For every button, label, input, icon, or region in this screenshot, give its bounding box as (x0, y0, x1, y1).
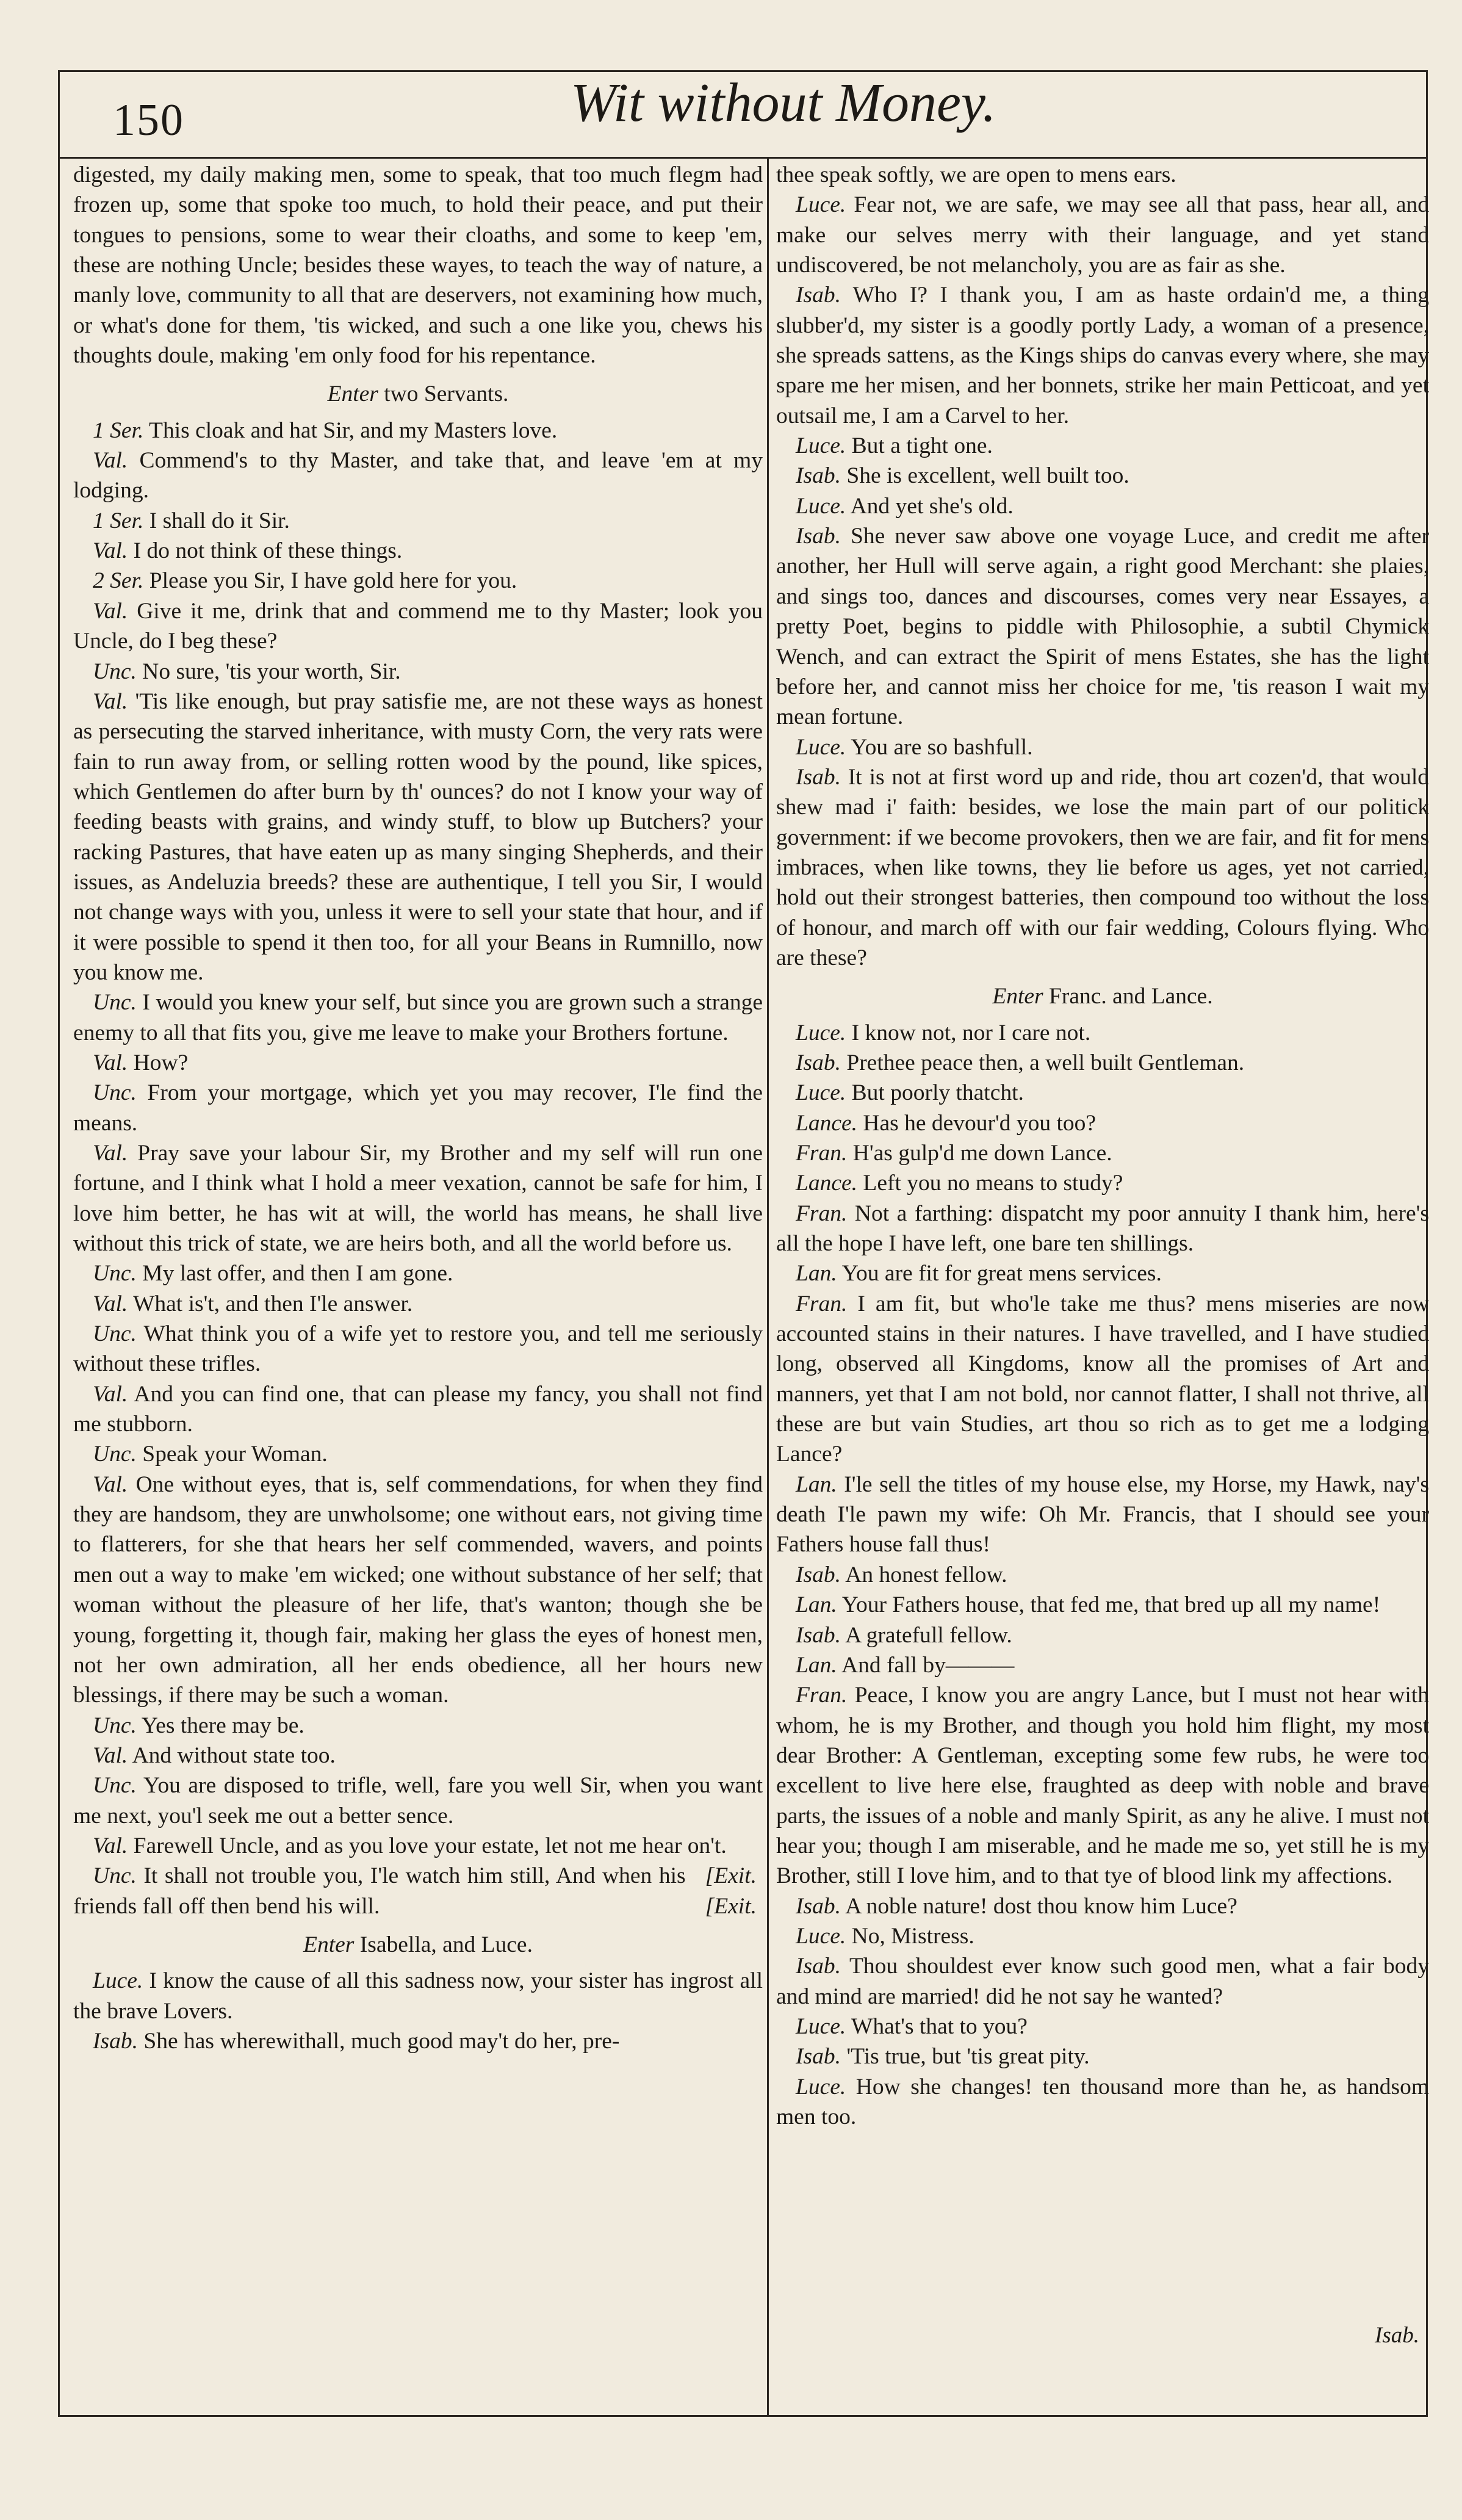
speech-text: You are disposed to trifle, well, fare you well Sir, when you want me next, you'l seek me out a better sence. (73, 1773, 763, 1829)
speech (73, 657, 763, 687)
speaker-name: Unc. (93, 1713, 137, 1738)
stage-direction-names: two (384, 381, 419, 407)
speech (776, 1138, 1429, 1168)
speaker-name: 2 Ser. (93, 568, 144, 594)
speech-text: A noble nature! dost thou know him Luce? (840, 1893, 1237, 1919)
speech-text: What is't, and then I'le answer. (128, 1291, 413, 1316)
speech-text: Speak your Woman. (136, 1442, 328, 1467)
speech (776, 732, 1429, 762)
stage-direction (73, 379, 763, 409)
speaker-name: Val. (93, 1141, 128, 1166)
speaker-name: Lan. (796, 1652, 837, 1678)
speaker-name: Luce. (796, 192, 846, 218)
speaker-name: Lan. (796, 1471, 837, 1497)
speech (776, 1620, 1429, 1650)
speech-text: Not a farthing: dispatcht my poor annuity I thank him, here's all the hope I have left, one bare ten shillings. (776, 1200, 1429, 1257)
speech (776, 1078, 1429, 1108)
speech-text: How? (128, 1050, 189, 1075)
speech (73, 596, 763, 657)
speaker-name: Isab. (796, 1954, 841, 1979)
speaker-name: Val. (93, 1742, 128, 1768)
speech-text: Pray save your labour Sir, my Brother and my self will run one fortune, and I think what I hold a meer vexation, cannot be safe for him, I love him better, he has wit at will, the world has means, he shall live without this trick of state, we are heirs both, and all the world before us. (73, 1141, 763, 1257)
speech-text: Your Fathers house, that fed me, that bred up all my name! (837, 1592, 1381, 1618)
speech-text: Give it me, drink that and commend me to thy Master; look you Uncle, do I beg these? (73, 598, 763, 654)
speaker-name: Lan. (796, 1261, 837, 1287)
speech-text: I am fit, but who'le take me thus? mens miseries are now accounted stains in their natures. I have travelled, and I have studied long, observed all Kingdoms, know all the promises of Art and manners, yet that I am not bold, nor cannot flatter, I shall not thrive, all these are but vain Studies, art thou so rich as to get me a lodging Lance? (776, 1291, 1429, 1467)
speaker-name: Isab. (796, 1050, 841, 1075)
speech (73, 1439, 763, 1469)
speaker-name: Isab. (796, 283, 841, 308)
speech-text: Thou shouldest ever know such good men, what a fair body and mind are married! did he not say he wanted? (776, 1954, 1429, 2009)
speech (73, 566, 763, 596)
speech (73, 1771, 763, 1831)
speech (776, 1289, 1429, 1470)
speech (73, 536, 763, 566)
speech (776, 1470, 1429, 1560)
speaker-name: Val. (93, 1471, 128, 1497)
speech-text: This cloak and hat Sir, and my Masters love. (143, 417, 558, 443)
speech-text: Has he devour'd you too? (857, 1110, 1096, 1136)
speaker-name: Val. (93, 1381, 128, 1407)
speaker-name: Isab. (796, 1622, 841, 1648)
speech (73, 1258, 763, 1288)
exit-direction: [Exit. (705, 1863, 757, 1889)
speech (73, 1048, 763, 1078)
speech (776, 521, 1429, 732)
speaker-name: Luce. (796, 1923, 846, 1949)
speech (73, 1289, 763, 1319)
speaker-name: Val. (93, 1833, 128, 1858)
speech-text: But a tight one. (846, 433, 993, 459)
speech-text: You are fit for great mens services. (837, 1261, 1162, 1287)
speaker-name: Luce. (796, 1020, 846, 1045)
speech-text: What think you of a wife yet to restore you, and tell me seriously without these trifles. (73, 1321, 763, 1377)
stage-direction-names: Franc. (1049, 984, 1107, 1009)
speaker-name: Lan. (796, 1592, 837, 1618)
speech-text: And without state too. (128, 1742, 336, 1768)
speech-text: She is excellent, well built too. (840, 463, 1129, 489)
speaker-name: Unc. (93, 1261, 137, 1287)
speech-text: 'Tis true, but 'tis great pity. (840, 2044, 1090, 2070)
left-column (73, 160, 763, 2056)
speech (776, 1951, 1429, 2012)
speech-text: What's that to you? (846, 2013, 1028, 2039)
speaker-name: Luce. (796, 2074, 846, 2099)
speaker-name: Val. (93, 1050, 128, 1075)
speech (776, 2072, 1429, 2132)
speech (73, 1831, 763, 1889)
stage-direction-enter: Enter (327, 381, 384, 407)
speech-text: One without eyes, that is, self commendations, for when they find they are handsom, they are unwholsome; one without ears, not giving time to flatterers, for she that hears her self commended, wavers, and points men out a way to make 'em wicked; one without substance of her self; that woman without the pleasure of her life, that's wanton; though she be young, forgetting it, though fair, making her glass the eyes of honest men, not her own admiration, all her ends obedience, all her hours new blessings, if there may be such a woman. (73, 1471, 763, 1708)
speaker-name: Unc. (93, 659, 137, 684)
column-divider (767, 159, 769, 2417)
speech (73, 987, 763, 1048)
speaker-name: Lance. (796, 1110, 858, 1136)
page-header (58, 70, 1428, 159)
speech (776, 1680, 1429, 1891)
speech (776, 1258, 1429, 1288)
speaker-name: Val. (93, 448, 128, 474)
speaker-name: Val. (93, 1291, 128, 1316)
speech (776, 2012, 1429, 2042)
speaker-name: Luce. (796, 734, 846, 760)
speaker-name: Luce. (796, 1080, 846, 1106)
speech-text: She never saw above one voyage Luce, and credit me after another, her Hull will serve again, a right good Merchant: she plaies, and sings too, dances and discourses, comes very near Essayes, a pretty Poet, begins to piddle with Philosophie, a subtil Chymick Wench, and can extract the Spirit of mens Estates, she has the light before her, and cannot miss her choice for me, 'tis reason I wait my mean fortune. (776, 524, 1429, 730)
speech (776, 461, 1429, 491)
stage-direction-enter: Enter (992, 984, 1050, 1009)
speech-text: I do not think of these things. (128, 538, 403, 564)
speech-text: I would you knew your self, but since you are grown such a strange enemy to all that fits you, give me leave to make your Brothers fortune. (73, 990, 763, 1045)
speaker-name: Lance. (796, 1171, 858, 1196)
stage-direction (73, 1930, 763, 1960)
stage-direction (776, 981, 1429, 1011)
speech (73, 1319, 763, 1379)
speech (776, 2042, 1429, 2071)
speech-text: Prethee peace then, a well built Gentleman. (840, 1050, 1245, 1075)
running-title: Wit without Money. (571, 73, 996, 133)
stage-direction-enter: Enter (303, 1932, 360, 1957)
speech-text: But poorly thatcht. (846, 1080, 1024, 1106)
speech (73, 1711, 763, 1741)
speaker-name: Isab. (796, 524, 841, 549)
speaker-name: Unc. (93, 1863, 137, 1889)
speech (73, 1966, 763, 2026)
speech (73, 1138, 763, 1258)
exit-direction: [Exit. (705, 1893, 757, 1919)
speech-text: From your mortgage, which yet you may recover, I'le find the means. (73, 1080, 763, 1136)
speech (776, 190, 1429, 280)
speaker-name: Val. (93, 538, 128, 564)
stage-direction-names-2: and Luce. (436, 1932, 533, 1957)
speech (73, 1379, 763, 1440)
speech-text: My last offer, and then I am gone. (136, 1261, 453, 1287)
speech (776, 1921, 1429, 1951)
speech-text: Left you no means to study? (857, 1171, 1123, 1196)
speech-text: I shall do it Sir. (143, 508, 290, 533)
speaker-name: 1 Ser. (93, 417, 144, 443)
speech (776, 1590, 1429, 1620)
page-number: 150 (113, 95, 184, 145)
speech (73, 506, 763, 536)
speech (73, 1078, 763, 1138)
speaker-name: Val. (93, 598, 128, 624)
speaker-name: Isab. (796, 764, 841, 790)
speech (776, 1048, 1429, 1078)
speaker-name: Unc. (93, 1321, 137, 1347)
speech (776, 491, 1429, 521)
speaker-name: 1 Ser. (93, 508, 144, 533)
speech-text: An honest fellow. (840, 1562, 1007, 1587)
speech-text: No sure, 'tis your worth, Sir. (136, 659, 401, 684)
speech (776, 1199, 1429, 1259)
speech (776, 1891, 1429, 1921)
speech (73, 446, 763, 506)
stage-direction-names-2: and Lance. (1106, 984, 1213, 1009)
speech (73, 1741, 763, 1771)
speech-text: Who I? I thank you, I am as haste ordain'd me, a thing slubber'd, my sister is a goodly portly Lady, a woman of a presence, she spreads sattens, as the Kings ships do canvas every where, she may spare me her misen, and her bonnets, strike her main Petticoat, and yet outsail me, I am a Carvel to her. (776, 283, 1429, 428)
speaker-name: Unc. (93, 1080, 137, 1106)
speech-text: And yet she's old. (846, 493, 1014, 519)
speaker-name: Fran. (796, 1291, 848, 1316)
speech (73, 1470, 763, 1711)
speaker-name: Luce. (796, 2013, 846, 2039)
speaker-name: Unc. (93, 990, 137, 1016)
speech (73, 2026, 763, 2056)
speaker-name: Unc. (93, 1442, 137, 1467)
speech-text: And you can find one, that can please my fancy, you shall not find me stubborn. (73, 1381, 763, 1437)
speech (776, 1108, 1429, 1138)
speech-text: Farewell Uncle, and as you love your estate, let not me hear on't. (128, 1833, 727, 1858)
speech (776, 1560, 1429, 1590)
speech (776, 431, 1429, 461)
speech (776, 1650, 1429, 1680)
speech-text: She has wherewithall, much good may't do her, pre- (137, 2028, 620, 2054)
speech-text: I know the cause of all this sadness now, your sister has ingrost all the brave Lovers. (73, 1968, 763, 2024)
speaker-name: Isab. (796, 1893, 841, 1919)
speech (73, 416, 763, 446)
stage-direction-names-2: Servants. (418, 381, 509, 407)
speech (73, 687, 763, 987)
speech-text: I know not, nor I care not. (846, 1020, 1091, 1045)
speaker-name: Isab. (796, 463, 841, 489)
speech-text: Yes there may be. (136, 1713, 304, 1738)
speaker-name: Fran. (796, 1683, 848, 1708)
speech-text: How she changes! ten thousand more than he, as handsom men too. (776, 2074, 1429, 2129)
speaker-name: Isab. (93, 2028, 138, 2054)
stage-direction-names: Isabella, (359, 1932, 437, 1957)
speaker-name: Isab. (796, 1562, 841, 1587)
speech-text: It is not at first word up and ride, thou art cozen'd, that would shew mad i' faith: besides, we lose the main part of our politick government: if we become provokers, then we are fair, and fit for mens imbraces, when like towns, they lie before us ages, yet not carried, hold out their strongest batteries, then compound too without the loss of honour, and march off with our fair wedding, Colours flying. Who are these? (776, 764, 1429, 970)
speech-text: No, Mistress. (846, 1923, 974, 1949)
speech-text: A gratefull fellow. (840, 1622, 1012, 1648)
speech-text: Peace, I know you are angry Lance, but I must not hear with whom, he is my Brother, and though you hold him flight, my most dear Brother: A Gentleman, excepting some few rubs, he were too excellent to live here else, fraughted as deep with noble and brave parts, the issues of a noble and manly Spirit, as any he alive. I must not hear you; though I am miserable, and he made me so, yet still he is my Brother, still I love him, and to that tye of blood link my affections. (776, 1683, 1429, 1889)
continuation-text: digested, my daily making men, some to speak, that too much flegm had frozen up, some that spoke too much, to hold their peace, and put their tongues to pensions, some to wear their cloaths, and some to keep 'em, these are nothing Uncle; besides these wayes, to teach the way of nature, a manly love, community to all that are deservers, not examining how much, or what's done for them, 'tis wicked, and such a one like you, chews his thoughts doule, making 'em only food for his repentance. (73, 162, 763, 369)
speech-text: H'as gulp'd me down Lance. (847, 1141, 1112, 1166)
speech-text: Please you Sir, I have gold here for you. (143, 568, 517, 594)
speaker-name: Fran. (796, 1141, 848, 1166)
speaker-name: Val. (93, 688, 128, 714)
speech-text: 'Tis like enough, but pray satisfie me, are not these ways as honest as persecuting the starved inheritance, with musty Corn, the very rats were fain to run away from, or selling rotten wood by the pound, like spices, which Gentlemen do after burn by th' ounces? do not I know your way of feeding beasts with grains, and windy stuff, to blow up Butchers? your racking Pastures, that have eaten up as many singing Shepherds, and their issues, as Andeluzia breeds? these are authentique, I tell you Sir, I would not change ways with you, unless it were to sell your state that hour, and if it were possible to spend it then too, for all your Beans in Rumnillo, now you know me. (73, 688, 763, 985)
speech-text: Commend's to thy Master, and take that, and leave 'em at my lodging. (73, 448, 763, 504)
speaker-name: Isab. (796, 2044, 841, 2070)
speech (776, 762, 1429, 973)
continuation-text: thee speak softly, we are open to mens ears. (776, 162, 1176, 187)
speaker-name: Luce. (796, 493, 846, 519)
speech-text: You are so bashfull. (846, 734, 1033, 760)
catchword: Isab. (1375, 2323, 1419, 2348)
speech-text: And fall by——— (837, 1652, 1015, 1678)
speaker-name: Unc. (93, 1773, 137, 1799)
speaker-name: Luce. (93, 1968, 143, 1994)
speech-text: Fear not, we are safe, we may see all that pass, hear all, and make our selves merry with their language, and yet stand undiscovered, be not melancholy, you are as fair as she. (776, 192, 1429, 278)
speech (776, 1018, 1429, 1048)
speaker-name: Luce. (796, 433, 846, 459)
speaker-name: Fran. (796, 1200, 848, 1226)
speech (73, 1861, 763, 1921)
speech (776, 1168, 1429, 1198)
right-column (776, 160, 1429, 2132)
speech-text: It shall not trouble you, I'le watch him still, And when his friends fall off then bend his will. (73, 1863, 686, 1919)
speech-text: I'le sell the titles of my house else, my Horse, my Hawk, nay's death I'le pawn my wife: Oh Mr. Francis, that I should see your Fathers house fall thus! (776, 1471, 1429, 1558)
speech (776, 280, 1429, 431)
